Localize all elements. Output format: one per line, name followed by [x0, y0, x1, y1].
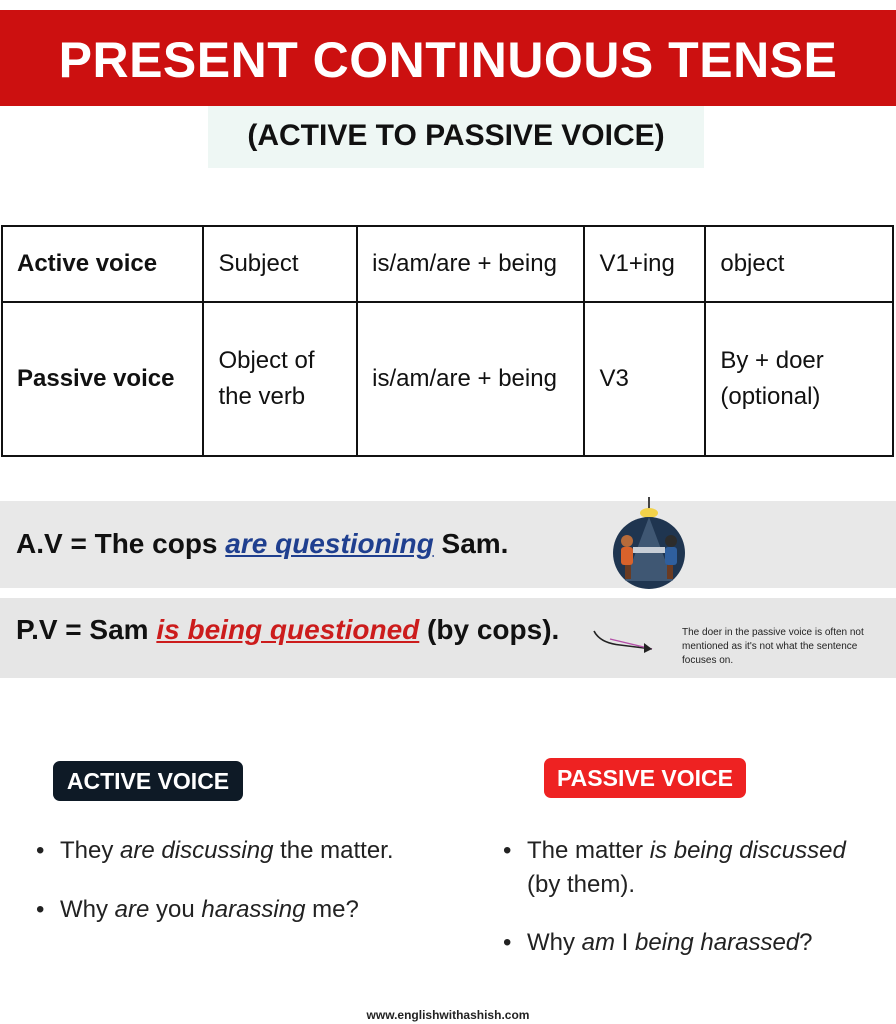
item-text: me?: [305, 896, 359, 923]
sentence-suffix: Sam.: [433, 528, 509, 559]
item-text: Why: [60, 896, 115, 923]
passive-verb-highlight: is being questioned: [156, 614, 420, 645]
active-example-sentence: [16, 528, 508, 560]
structure-table: [1, 225, 894, 457]
list-item: [36, 834, 476, 868]
table-row-active: [2, 226, 893, 302]
item-text: (by them).: [527, 871, 636, 898]
table-cell: By + doer (optional): [705, 302, 893, 456]
item-text: the matter.: [273, 837, 394, 864]
item-text: ?: [799, 929, 813, 956]
table-cell: Subject: [203, 226, 357, 302]
list-item: [503, 926, 883, 960]
item-verb: is being discussed: [649, 837, 846, 864]
table-cell: Object of the verb: [203, 302, 357, 456]
list-item: [36, 893, 476, 927]
active-voice-label: ACTIVE VOICE: [53, 761, 243, 801]
item-verb: harassing: [201, 896, 306, 923]
table-cell: V1+ing: [584, 226, 705, 302]
list-item: [503, 834, 883, 902]
sentence-suffix: (by cops).: [419, 614, 560, 645]
table-cell: is/am/are + being: [357, 226, 584, 302]
table-cell: object: [705, 226, 893, 302]
passive-note: The doer in the passive voice is often not mentioned as it's not what the sentence focuses on.: [682, 627, 864, 666]
item-text: They: [60, 837, 121, 864]
table-cell: V3: [584, 302, 705, 456]
item-text: Why: [527, 929, 582, 956]
table-row-passive: [2, 302, 893, 456]
item-verb: are: [114, 896, 150, 923]
sentence-prefix: A.V = The cops: [16, 528, 226, 559]
table-cell: Passive voice: [2, 302, 203, 456]
footer-url[interactable]: www.englishwithashish.com: [366, 1008, 530, 1022]
item-verb: are discussing: [120, 837, 274, 864]
item-verb: being harassed: [635, 929, 800, 956]
arrow-icon: [590, 625, 662, 657]
item-text: The matter: [527, 837, 650, 864]
passive-voice-label: PASSIVE VOICE: [544, 758, 746, 798]
page-title: PRESENT CONTINUOUS TENSE: [58, 32, 838, 88]
interrogation-room-icon: [603, 497, 695, 589]
item-verb: am: [581, 929, 616, 956]
sentence-prefix: P.V = Sam: [16, 614, 157, 645]
item-text: I: [615, 929, 636, 956]
table-cell: is/am/are + being: [357, 302, 584, 456]
table-cell: Active voice: [2, 226, 203, 302]
item-text: you: [149, 896, 202, 923]
active-voice-list: [36, 834, 476, 952]
page-subtitle: (ACTIVE TO PASSIVE VOICE): [247, 119, 665, 152]
passive-example-sentence: [16, 614, 559, 646]
active-verb-highlight: are questioning: [225, 528, 434, 559]
passive-voice-list: [503, 834, 883, 984]
